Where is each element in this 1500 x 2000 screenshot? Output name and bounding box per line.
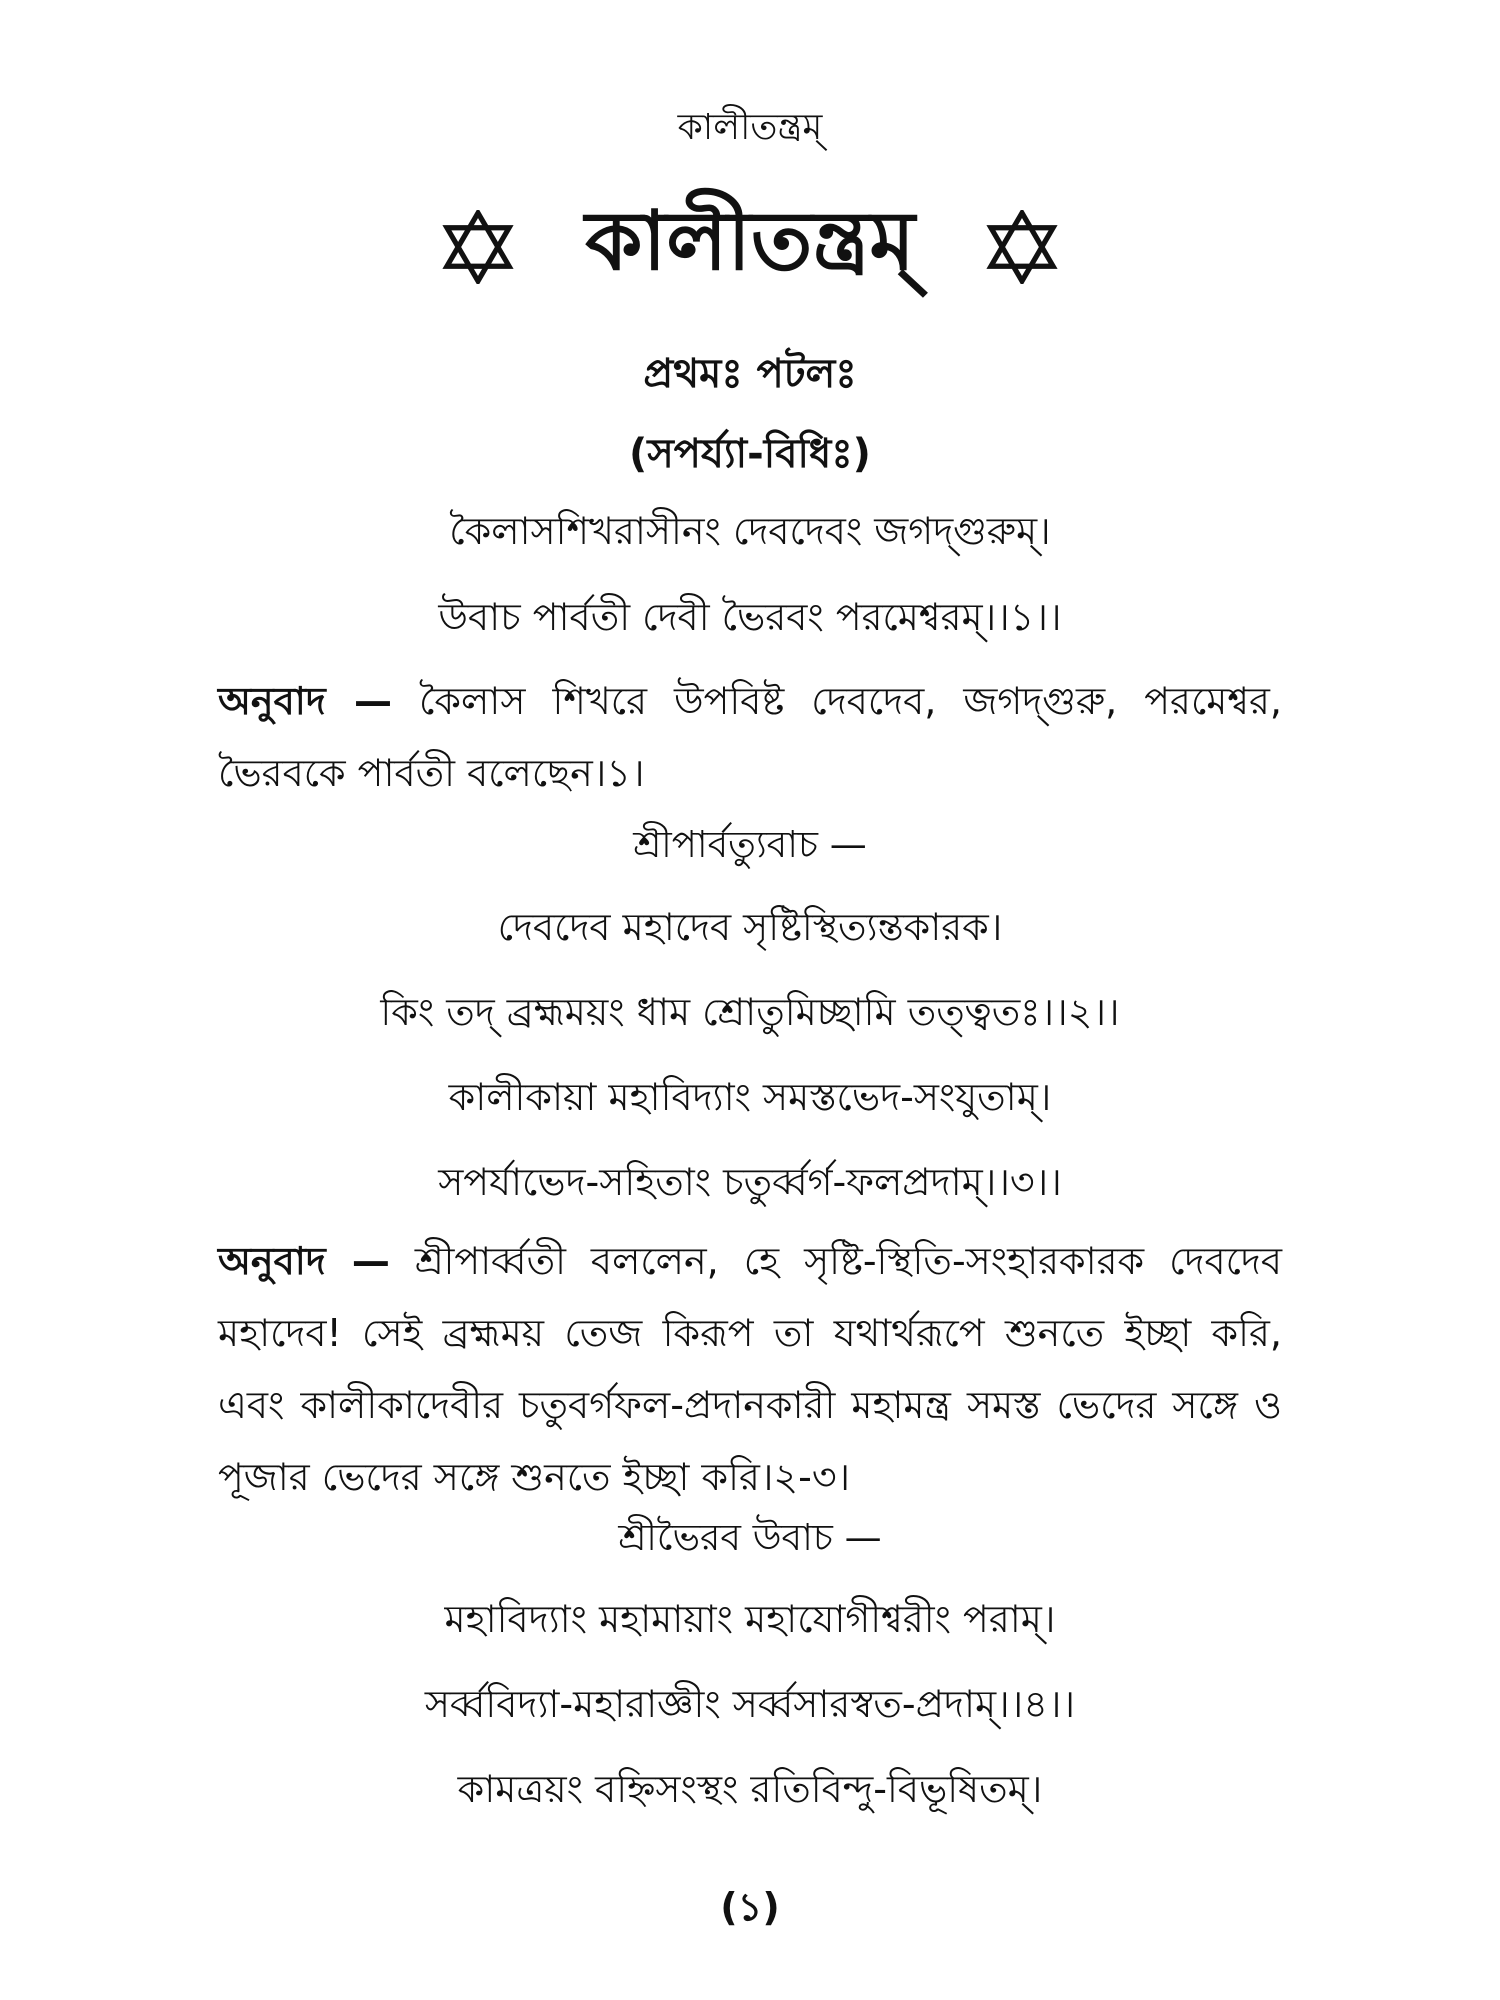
translation-text: শ্রীপার্ব্বতী বললেন, হে সৃষ্টি-স্থিতি-সংহারকারক দেবদেব মহাদেব! সেই ব্রহ্মময় তেজ কিরূপ তা যথার্থরূপে শুনতে ইচ্ছা করি, এবং কালীকাদেবীর চতুবর্গফল-প্রদানকারী মহামন্ত্র সমস্ত ভেদের সঙ্গে ও পূজার ভেদের সঙ্গে শুনতে ইচ্ছা করি।২-৩। bbox=[218, 1239, 1282, 1499]
translation-label: অনুবাদ — bbox=[218, 679, 392, 723]
star-of-david-icon bbox=[441, 210, 515, 284]
title-row bbox=[0, 178, 1500, 315]
verse-line: সর্ব্ববিদ্যা-মহারাজ্ঞীং সর্ব্বসারস্বত-প্রদাম্।।৪।। bbox=[424, 1682, 1076, 1726]
translation-label: অনুবাদ — bbox=[218, 1239, 390, 1283]
verse-line: কালীকায়া মহাবিদ্যাং সমস্তভেদ-সংযুতাম্। bbox=[448, 1075, 1052, 1119]
section-heading: (সপর্য্যা-বিধিঃ) bbox=[629, 431, 871, 477]
speaker-heading: শ্রীভৈরব উবাচ — bbox=[618, 1516, 882, 1559]
translation-paragraph bbox=[218, 665, 1282, 809]
chapter-heading: প্রথমঃ পটলঃ bbox=[643, 351, 857, 397]
page-number: (১) bbox=[720, 1885, 780, 1929]
translation-text: কৈলাস শিখরে উপবিষ্ট দেবদেব, জগদ্‌গুরু, পরমেশ্বর, ভৈরবকে পার্বতী বলেছেন।১। bbox=[218, 679, 1282, 795]
running-head: কালীতন্ত্রম্ bbox=[677, 107, 823, 148]
speaker-heading: শ্রীপার্বত্যুবাচ — bbox=[633, 823, 867, 866]
page-title: কালীতন্ত্রম্ bbox=[585, 194, 915, 289]
verse-line: কিং তদ্ ব্রহ্মময়ং ধাম শ্রোতুমিচ্ছামি তত্ত্বতঃ।।২।। bbox=[380, 990, 1120, 1034]
verse-line: কৈলাসশিখরাসীনং দেবদেবং জগদ্‌গুরুম্। bbox=[449, 509, 1051, 553]
verse-line: দেবদেব মহাদেব সৃষ্টিস্থিত্যন্তকারক। bbox=[497, 905, 1003, 949]
star-of-david-icon bbox=[985, 210, 1059, 284]
verse-line: উবাচ পার্বতী দেবী ভৈরবং পরমেশ্বরম্।।১।। bbox=[438, 595, 1062, 639]
verse-line: কামত্রয়ং বহ্নিসংস্থং রতিবিন্দু-বিভূষিতম্। bbox=[457, 1767, 1043, 1811]
verse-line: সপর্যাভেদ-সহিতাং চতুর্ব্বর্গ-ফলপ্রদাম্।।৩।। bbox=[438, 1160, 1062, 1204]
translation-paragraph bbox=[218, 1225, 1282, 1513]
verse-line: মহাবিদ্যাং মহামায়াং মহাযোগীশ্বরীং পরাম্। bbox=[444, 1597, 1056, 1641]
